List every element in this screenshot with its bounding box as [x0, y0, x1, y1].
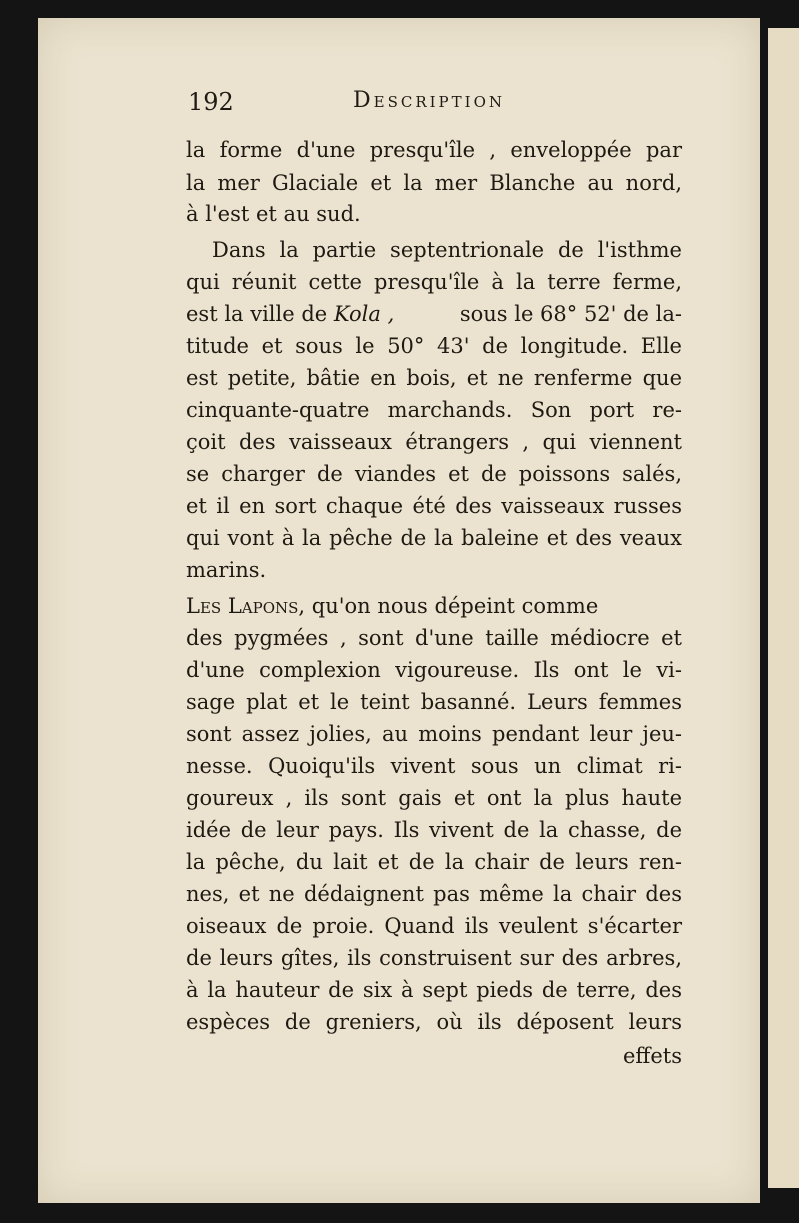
text-line: à la hauteur de six à sept pieds de terre, des: [186, 978, 682, 1002]
lapons-heading-word: Les Lapons: [186, 594, 299, 618]
paragraph-start-line: Dans la partie septentrionale de l'isthme: [212, 238, 682, 262]
text-line: marins.: [186, 558, 267, 582]
text-line: oiseaux de proie. Quand ils veulent s'écarter: [186, 914, 682, 938]
catchword: effets: [623, 1044, 682, 1068]
text-line: se charger de viandes et de poissons salés,: [186, 462, 682, 486]
place-name-kola: Kola ,: [333, 302, 395, 326]
text-line: nesse. Quoiqu'ils vivent sous un climat ri-: [186, 754, 682, 778]
text-line: sage plat et le teint basanné. Leurs femmes: [186, 690, 682, 714]
text-fragment: est la ville de: [186, 302, 328, 326]
text-line: sont assez jolies, au moins pendant leur jeu-: [186, 722, 682, 746]
text-fragment: sous le 68° 52' de la-: [459, 302, 682, 326]
page-header: [188, 88, 688, 120]
page-number: 192: [188, 88, 234, 116]
paragraph-start-line: [186, 591, 682, 621]
text-line: à l'est et au sud.: [186, 202, 361, 226]
text-line: goureux , ils sont gais et ont la plus haute: [186, 786, 682, 810]
text-line: d'une complexion vigoureuse. Ils ont le vi-: [186, 658, 682, 682]
text-line-with-place-name: [186, 299, 682, 329]
text-line: la forme d'une presqu'île , enveloppée par: [186, 138, 682, 162]
text-line: cinquante-quatre marchands. Son port re-: [186, 398, 682, 422]
text-line: des pygmées , sont d'une taille médiocre et: [186, 626, 682, 650]
text-line: qui réunit cette presqu'île à la terre ferme,: [186, 270, 682, 294]
text-line: nes, et ne dédaignent pas même la chair des: [186, 882, 682, 906]
text-line: et il en sort chaque été des vaisseaux russes: [186, 494, 682, 518]
text-line: qui vont à la pêche de la baleine et des veaux: [186, 526, 682, 550]
text-line: idée de leur pays. Ils vivent de la chasse, de: [186, 818, 682, 842]
text-line: de leurs gîtes, ils construisent sur des arbres,: [186, 946, 682, 970]
text-line: la mer Glaciale et la mer Blanche au nord,: [186, 171, 682, 195]
adjacent-page-edge: [768, 28, 799, 1188]
running-title: Description: [353, 88, 506, 113]
text-line: çoit des vaisseaux étrangers , qui viennent: [186, 430, 682, 454]
text-line: espèces de greniers, où ils déposent leurs: [186, 1010, 682, 1034]
text-line: titude et sous le 50° 43' de longitude. Elle: [186, 334, 682, 358]
text-line: la pêche, du lait et de la chair de leurs ren-: [186, 850, 682, 874]
text-line: est petite, bâtie en bois, et ne renferme que: [186, 366, 682, 390]
text-fragment: , qu'on nous dépeint comme: [298, 594, 599, 618]
